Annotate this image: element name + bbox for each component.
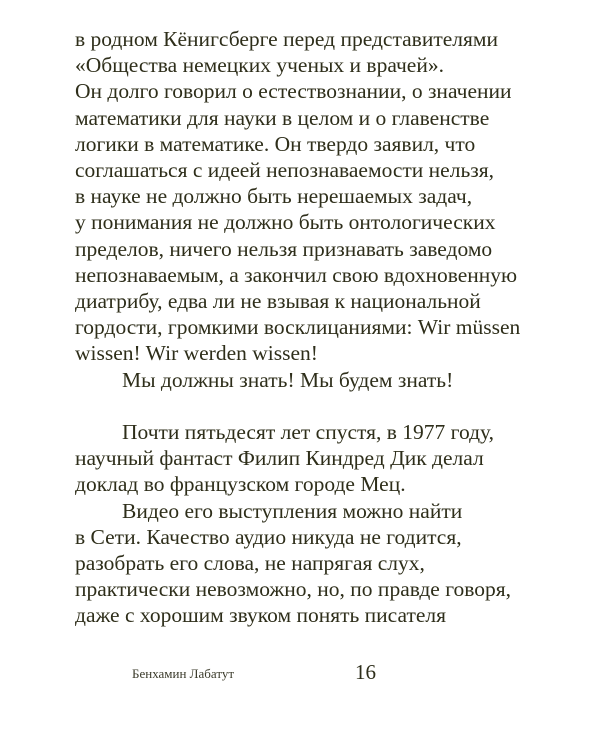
text-line: у понимания не должно быть онтологических xyxy=(75,210,496,235)
text-line-indented: Мы должны знать! Мы будем знать! xyxy=(122,367,454,392)
text-line-indented: Почти пятьдесят лет спустя, в 1977 году, xyxy=(122,420,494,445)
text-line: разобрать его слова, не напрягая слух, xyxy=(75,551,425,576)
text-line: пределов, ничего нельзя признавать заведомо xyxy=(75,236,493,261)
text-line: диатрибу, едва ли не взывая к национальной xyxy=(75,289,481,314)
text-line: логики в математике. Он твердо заявил, что xyxy=(75,131,476,156)
text-line: соглашаться с идеей непознаваемости нельзя, xyxy=(75,158,495,183)
text-line: в родном Кёнигсберге перед представителями xyxy=(75,27,498,51)
text-line: «Общества немецких ученых и врачей». xyxy=(75,53,444,78)
text-line: доклад во французском городе Мец. xyxy=(75,472,406,497)
text-line: в Сети. Качество аудио никуда не годится, xyxy=(75,524,462,549)
text-line: практически невозможно, но, по правде говоря, xyxy=(75,577,512,602)
text-line: гордости, громкими восклицаниями: Wir müssen xyxy=(75,315,521,340)
paragraph-gap xyxy=(75,393,545,419)
text-line: непознаваемым, а закончил свою вдохновенную xyxy=(75,262,518,287)
text-line: научный фантаст Филип Киндред Дик делал xyxy=(75,446,484,471)
text-line: wissen! Wir werden wissen! xyxy=(75,341,318,366)
text-line: даже с хорошим звуком понять писателя xyxy=(75,603,447,628)
text-line: в науке не должно быть нерешаемых задач, xyxy=(75,184,473,209)
body-text xyxy=(75,26,545,629)
text-line: Он долго говорил о естествознании, о значении xyxy=(75,79,512,104)
page-number: 16 xyxy=(355,660,376,684)
text-line-indented: Видео его выступления можно найти xyxy=(122,498,463,523)
footer-author: Бенхамин Лабатут xyxy=(132,666,235,681)
text-line: математики для науки в целом и о главенстве xyxy=(75,105,490,130)
